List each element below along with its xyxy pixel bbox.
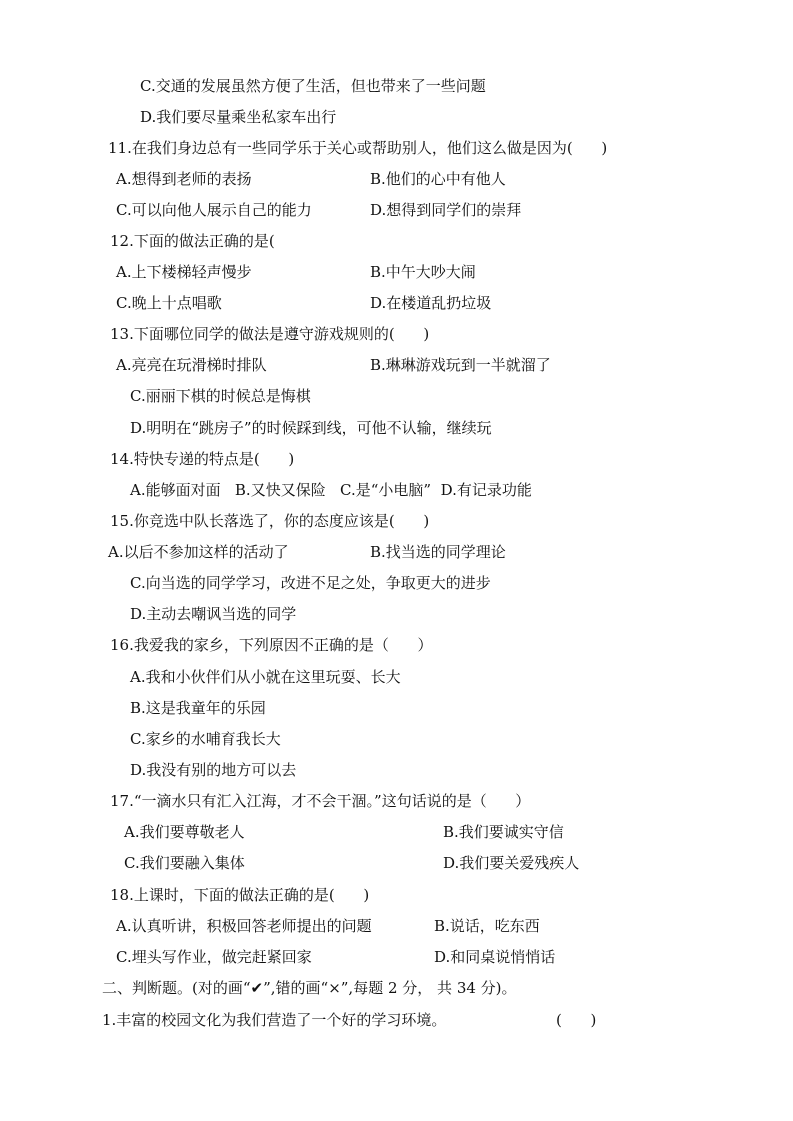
q17-option-a: A.我们要尊敬老人 — [124, 823, 245, 841]
q15-option-c: C.向当选的同学学习，改进不足之处，争取更大的进步 — [130, 574, 491, 592]
q17-option-d: D.我们要关爱残疾人 — [443, 854, 580, 872]
q15-option-b: B.找当选的同学理论 — [370, 543, 506, 561]
q10-option-c: C.交通的发展虽然方便了生活，但也带来了一些问题 — [140, 77, 486, 95]
q16-option-c: C.家乡的水哺育我长大 — [130, 730, 281, 748]
q13-option-c: C.丽丽下棋的时候总是悔棋 — [130, 387, 311, 405]
q13-option-a: A.亮亮在玩滑梯时排队 — [116, 356, 267, 374]
q15-stem: 15.你竞选中队长落选了，你的态度应该是( ) — [110, 512, 430, 530]
section2-item-1-answer-blank[interactable]: ( ) — [556, 1011, 597, 1029]
q12-option-c: C.晚上十点唱歌 — [116, 294, 222, 312]
q15-option-d: D.主动去嘲讽当选的同学 — [130, 605, 297, 623]
q13-option-b: B.琳琳游戏玩到一半就溜了 — [370, 356, 551, 374]
q11-stem: 11.在我们身边总有一些同学乐于关心或帮助别人，他们这么做是因为( ) — [108, 139, 608, 157]
q10-option-d: D.我们要尽量乘坐私家车出行 — [140, 108, 337, 126]
q13-stem: 13.下面哪位同学的做法是遵守游戏规则的( ) — [110, 325, 430, 343]
q16-option-d: D.我没有别的地方可以去 — [130, 761, 297, 779]
q11-option-d: D.想得到同学们的崇拜 — [370, 201, 522, 219]
q16-option-a: A.我和小伙伴们从小就在这里玩耍、长大 — [130, 668, 401, 686]
q14-stem: 14.特快专递的特点是( ) — [110, 450, 295, 468]
q12-stem: 12.下面的做法正确的是( — [110, 232, 275, 250]
section2-item-1: 1.丰富的校园文化为我们营造了一个好的学习环境。 — [102, 1011, 447, 1029]
q13-option-d: D.明明在“跳房子”的时候踩到线，可他不认输，继续玩 — [130, 419, 492, 437]
q11-option-b: B.他们的心中有他人 — [370, 170, 506, 188]
q18-stem: 18.上课时，下面的做法正确的是( ) — [110, 886, 370, 904]
q17-option-c: C.我们要融入集体 — [124, 854, 245, 872]
q16-stem: 16.我爱我的家乡，下列原因不正确的是（ ） — [110, 636, 433, 654]
q11-option-a: A.想得到老师的表扬 — [116, 170, 252, 188]
q18-option-a: A.认真听讲，积极回答老师提出的问题 — [116, 917, 372, 935]
q18-option-d: D.和同桌说悄悄话 — [434, 948, 556, 966]
q15-option-a: A.以后不参加这样的活动了 — [108, 543, 289, 561]
q18-option-b: B.说话，吃东西 — [434, 917, 540, 935]
q12-option-a: A.上下楼梯轻声慢步 — [116, 263, 252, 281]
q17-option-b: B.我们要诚实守信 — [443, 823, 564, 841]
q12-option-b: B.中午大吵大闹 — [370, 263, 476, 281]
q14-options: A.能够面对面 B.又快又保险 C.是“小电脑” D.有记录功能 — [130, 481, 532, 499]
q18-option-c: C.埋头写作业，做完赶紧回家 — [116, 948, 312, 966]
section2-heading: 二、判断题。(对的画“✔”,错的画“×”,每题 2 分， 共 34 分)。 — [102, 979, 517, 997]
q17-stem: 17.“一滴水只有汇入江海，才不会干涸。”这句话说的是（ ） — [110, 792, 531, 810]
q12-option-d: D.在楼道乱扔垃圾 — [370, 294, 492, 312]
q16-option-b: B.这是我童年的乐园 — [130, 699, 266, 717]
q11-option-c: C.可以向他人展示自己的能力 — [116, 201, 312, 219]
